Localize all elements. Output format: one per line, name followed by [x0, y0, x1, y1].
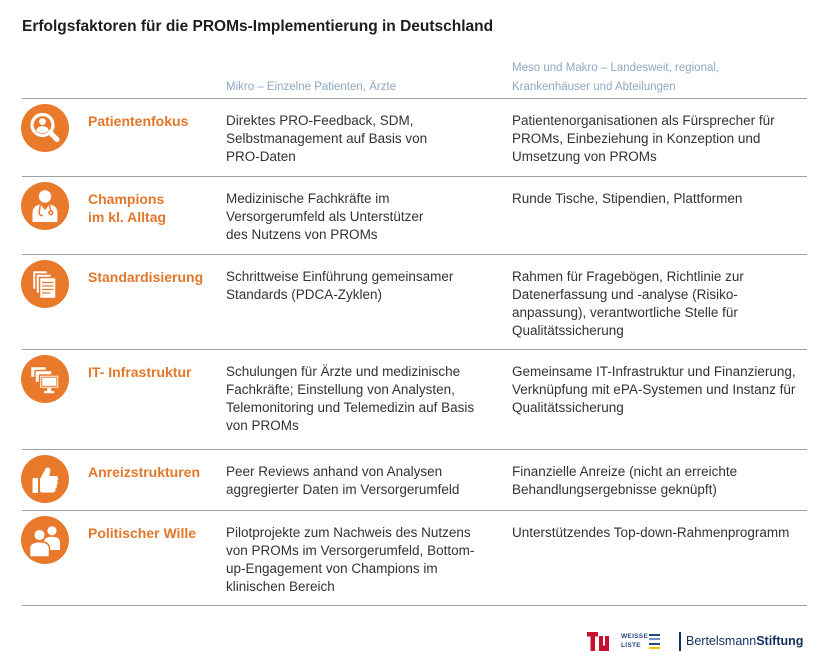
text-line: Standards (PDCA-Zyklen) [226, 287, 383, 302]
footer-divider [679, 632, 681, 651]
divider [22, 605, 807, 606]
meso-cell [512, 190, 742, 208]
micro-cell [226, 112, 427, 166]
text-line: des Nutzens von PROMs [226, 227, 378, 242]
text-line: Finanzielle Anreize (nicht an erreichte [512, 464, 738, 479]
header-line: Krankenhäuser und Abteilungen [512, 81, 676, 93]
logo-text: WEISSE [621, 633, 649, 640]
text-line: von PROMs [226, 418, 299, 433]
label-line: Champions [88, 191, 165, 207]
row-label [88, 112, 188, 130]
text-line: Schulungen für Ärzte und medizinische [226, 364, 461, 379]
micro-cell [226, 463, 459, 499]
text-line: Unterstützendes Top-down-Rahmenprogramm [512, 525, 790, 540]
text-line: Selbstmanagement auf Basis von [226, 131, 428, 146]
text-line: Qualitätssicherung [512, 323, 624, 338]
table-row-champions [0, 176, 828, 254]
meso-cell [512, 268, 744, 340]
text-line: klinischen Bereich [226, 579, 335, 594]
column-header-micro: Mikro – Einzelne Patienten, Ärzte [226, 81, 397, 93]
magnifier-person-icon [21, 104, 69, 152]
text-line: anpassung), verantwortliche Stelle für [512, 305, 738, 320]
text-line: PRO-Daten [226, 149, 296, 164]
table-row-standardisierung [0, 254, 828, 349]
table-row-anreizstrukturen [0, 449, 828, 510]
table-row-politischer-wille [0, 510, 828, 605]
text-line: PROMs, Einbeziehung in Konzeption und [512, 131, 761, 146]
text-line: Direktes PRO-Feedback, SDM, [226, 113, 414, 128]
text-line: Versorgerumfeld als Unterstützer [226, 209, 424, 224]
row-label [88, 363, 191, 381]
text-line: Behandlungsergebnisse geknüpft) [512, 482, 717, 497]
doctor-stethoscope-icon [21, 182, 69, 230]
brand-bold: Stiftung [756, 634, 804, 648]
meso-cell [512, 363, 796, 417]
text-line: Pilotprojekte zum Nachweis des Nutzens [226, 525, 471, 540]
text-line: Telemonitoring und Telemedizin auf Basis [226, 400, 475, 415]
header-line: Meso und Makro – Landesweit, regional, [512, 62, 720, 74]
row-label [88, 190, 166, 226]
text-line: Rahmen für Fragebögen, Richtlinie zur [512, 269, 744, 284]
text-line: Gemeinsame IT-Infrastruktur und Finanzierung, [512, 364, 796, 379]
stacked-documents-icon [21, 260, 69, 308]
text-line: Fachkräfte; Einstellung von Analysten, [226, 382, 455, 397]
text-line: Runde Tische, Stipendien, Plattformen [512, 191, 743, 206]
bertelsmann-stiftung-logo [686, 632, 803, 651]
text-line: von PROMs im Versorgerumfeld, Bottom- [226, 543, 475, 558]
text-line: Verknüpfung mit ePA-Systemen und Instanz für [512, 382, 796, 397]
tu-logo-icon [587, 632, 609, 651]
text-line: Datenerfassung und -analyse (Risiko- [512, 287, 738, 302]
text-line: aggregierter Daten im Versorgerumfeld [226, 482, 460, 497]
text-line: Peer Reviews anhand von Analysen [226, 464, 443, 479]
table-row-patientenfokus [0, 98, 828, 176]
meso-cell [512, 112, 775, 166]
label-line: Politischer Wille [88, 525, 197, 541]
row-label [88, 268, 203, 286]
label-line: Standardisierung [88, 269, 204, 285]
multiple-monitors-icon [21, 355, 69, 403]
text-line: Qualitätssicherung [512, 400, 624, 415]
text-line: Medizinische Fachkräfte im [226, 191, 390, 206]
label-line: IT- Infrastruktur [88, 364, 192, 380]
weisse-liste-logo [621, 632, 663, 652]
group-people-icon [21, 516, 69, 564]
text-line: Patientenorganisationen als Fürsprecher für [512, 113, 775, 128]
micro-cell [226, 268, 453, 304]
column-header-meso [512, 59, 719, 97]
thumbs-up-icon [21, 455, 69, 503]
table-row-it-infrastruktur [0, 349, 828, 449]
label-line: Anreizstrukturen [88, 464, 201, 480]
brand-regular: Bertelsmann [686, 634, 757, 648]
logo-stripes-icon [649, 634, 661, 650]
meso-cell [512, 524, 789, 542]
micro-cell [226, 190, 423, 244]
row-label [88, 524, 196, 542]
label-line: Patientenfokus [88, 113, 189, 129]
label-line: im kl. Alltag [88, 209, 167, 225]
meso-cell [512, 463, 737, 499]
page-title: Erfolgsfaktoren für die PROMs-Implementierung in Deutschland [22, 18, 494, 35]
text-line: Schrittweise Einführung gemeinsamer [226, 269, 454, 284]
micro-cell [226, 363, 474, 435]
micro-cell [226, 524, 474, 596]
logo-text: LISTE [621, 642, 641, 649]
text-line: up-Engagement von Champions im [226, 561, 438, 576]
text-line: Umsetzung von PROMs [512, 149, 657, 164]
row-label [88, 463, 200, 481]
